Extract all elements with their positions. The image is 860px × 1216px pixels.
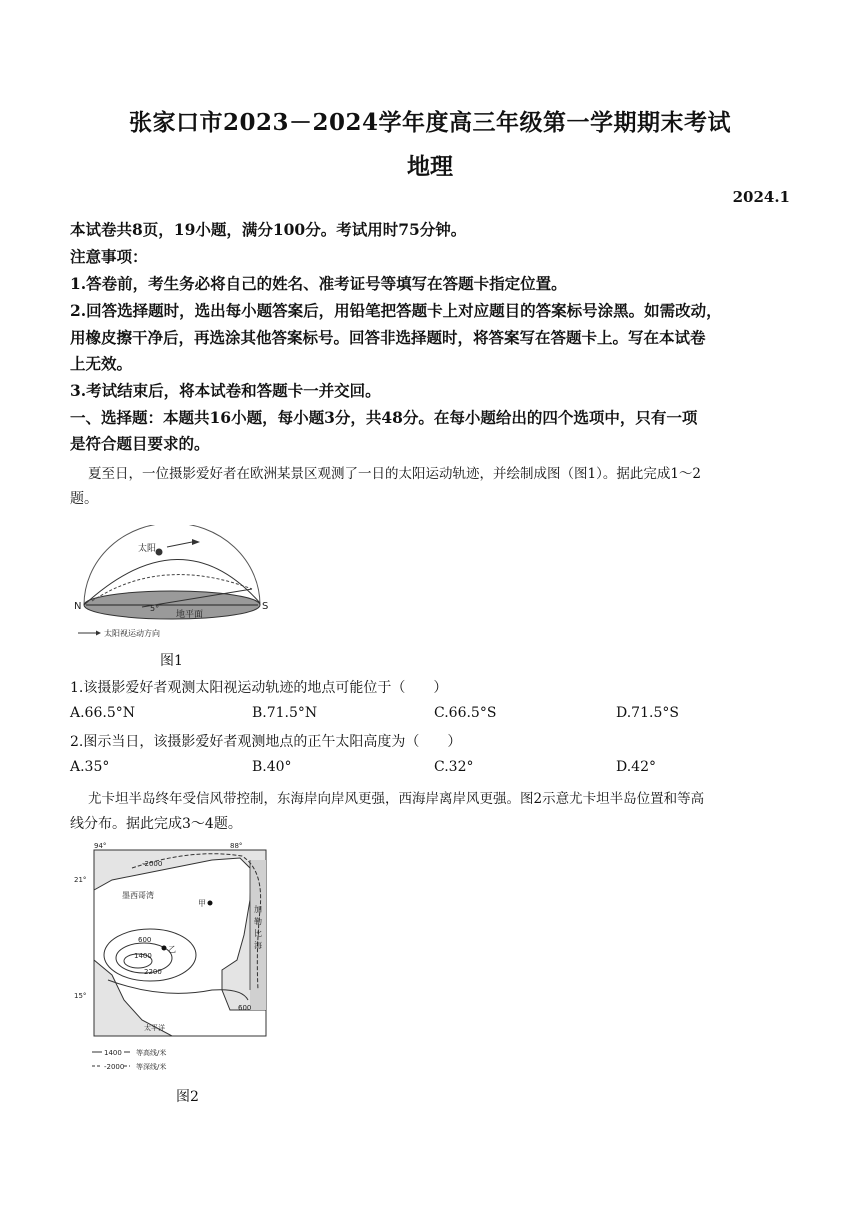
note-3: 3.考试结束后，将本试卷和答题卡一并交回。	[70, 381, 381, 400]
question-1-option-a: A.66.5°N	[70, 705, 135, 721]
section-1-heading-cont: 是符合题目要求的。	[70, 434, 210, 453]
figure-2-yucatan-map	[72, 840, 272, 1078]
label-lon-left: 94°	[94, 842, 107, 850]
point-yi-icon	[162, 946, 167, 951]
label-contour-2200: 2200	[144, 968, 162, 976]
question-2-option-a: A.35°	[70, 759, 110, 775]
question-2-stem: 2.图示当日，该摄影爱好者观测地点的正午太阳高度为（ ）	[70, 734, 462, 750]
label-lat-bottom: 15°	[74, 992, 87, 1000]
legend-depth-text: 等深线/米	[136, 1063, 167, 1071]
question-2-option-c: C.32°	[434, 759, 474, 775]
note-2b: 用橡皮擦干净后，再选涂其他答案标号。回答非选择题时，将答案写在答题卡上。写在本试卷	[70, 328, 706, 347]
figure-2-caption: 图2	[176, 1089, 199, 1105]
passage-1: 夏至日，一位摄影爱好者在欧洲某景区观测了一日的太阳运动轨迹，并绘制成图（图1）。据此完成1～2	[88, 466, 702, 482]
label-yi: 乙	[168, 945, 176, 954]
question-2-option-b: B.40°	[252, 759, 292, 775]
label-angle: 5°	[150, 604, 160, 613]
question-1-stem: 1.该摄影爱好者观测太阳视运动轨迹的地点可能位于（ ）	[70, 680, 448, 696]
note-2c: 上无效。	[70, 354, 133, 373]
label-contour-1400: 1400	[134, 952, 152, 960]
label-north: N	[74, 601, 82, 612]
legend-sun-direction: 太阳视运动方向	[104, 629, 160, 638]
exam-date: 2024.1	[732, 188, 790, 206]
label-sun: 太阳	[138, 544, 157, 554]
note-2a: 2.回答选择题时，选出每小题答案后，用铅笔把答题卡上对应题目的答案标号涂黑。如需改动，	[70, 301, 722, 320]
passage-2: 尤卡坦半岛终年受信风带控制，东海岸向岸风更强，西海岸离岸风更强。图2示意尤卡坦半岛位置和等高	[88, 791, 705, 807]
label-horizon: 地平面	[176, 610, 204, 620]
question-1-option-b: B.71.5°N	[252, 705, 318, 721]
point-jia-icon	[208, 901, 213, 906]
sun-icon	[156, 549, 163, 556]
intro-line: 本试卷共8页，19小题，满分100分。考试用时75分钟。	[70, 220, 467, 239]
legend-contour-text: 等高线/米	[136, 1049, 167, 1057]
label-lat-top: 21°	[74, 876, 87, 884]
label-south: S	[262, 601, 269, 612]
label-contour-600: 600	[138, 936, 152, 944]
label-caribbean-1: 加	[254, 905, 262, 914]
label-caribbean-2: 勒	[254, 917, 262, 926]
figure-1-sun-path	[72, 525, 272, 645]
label-depth: -2000	[142, 860, 163, 868]
question-1-option-c: C.66.5°S	[434, 705, 497, 721]
question-2-option-d: D.42°	[616, 759, 656, 775]
subject-title: 地理	[407, 153, 453, 180]
section-1-heading: 一、选择题：本题共16小题，每小题3分，共48分。在每小题给出的四个选项中，只有一项	[70, 408, 698, 427]
notice-title: 注意事项：	[70, 247, 148, 266]
passage-2-cont: 线分布。据此完成3～4题。	[70, 816, 242, 832]
label-caribbean-4: 海	[254, 941, 262, 950]
note-1: 1.答卷前，考生务必将自己的姓名、准考证号等填写在答题卡指定位置。	[70, 274, 567, 293]
passage-1-cont: 题。	[70, 491, 98, 507]
legend-depth-value: -2000	[104, 1063, 125, 1071]
legend-contour-value: 1400	[104, 1049, 122, 1057]
label-gulf-of-mexico: 墨西哥湾	[122, 891, 154, 900]
question-1-option-d: D.71.5°S	[616, 705, 679, 721]
label-contour-600-east: 600	[238, 1004, 252, 1012]
label-pacific: 太平洋	[144, 1024, 165, 1032]
figure-1-caption: 图1	[160, 653, 183, 669]
label-jia: 甲	[198, 899, 206, 908]
label-lon-right: 88°	[230, 842, 243, 850]
page-title: 张家口市2023－2024学年度高三年级第一学期期末考试	[128, 109, 732, 136]
label-caribbean-3: 比	[254, 929, 262, 938]
